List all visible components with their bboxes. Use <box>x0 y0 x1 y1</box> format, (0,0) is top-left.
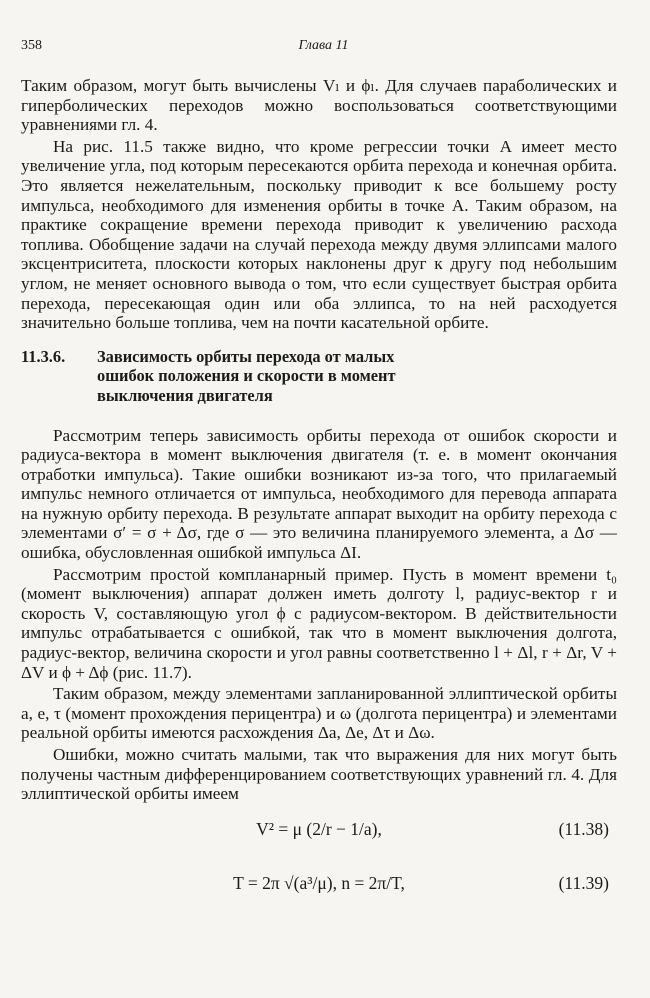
equation <box>21 866 617 906</box>
section-number: 11.3.6. <box>21 346 66 366</box>
running-header <box>21 38 626 60</box>
paragraph: Таким образом, между элементами запланированной эллиптической орбиты a, e, τ (момент прохождения перицентра) и ω (долгота перицентра) и элементами реальной орбиты имеются расхождения Δa, Δe, Δτ и Δω. <box>21 684 617 743</box>
chapter-title: Глава 11 <box>298 38 349 53</box>
section-title: Зависимость орбиты перехода от малых ошибок положения и скорости в момент выключения двигателя <box>97 346 396 405</box>
paragraph: Рассмотрим теперь зависимость орбиты перехода от ошибок скорости и радиуса-вектора в момент выключения двигателя (т. е. в момент окончания отработки импульса). Такие ошибки возникают из-за того, что прилагаемый импульс немного отличается от импульса, необходимого для перевода аппарата на нужную орбиту перехода. В результате аппарат выходит на орбиту перехода с элементами σ′ = σ + Δσ, где σ — это величина планируемого элемента, а Δσ — ошибка, обусловленная ошибкой импульса ΔI. <box>21 425 617 563</box>
page-body <box>21 76 617 906</box>
paragraph: На рис. 11.5 также видно, что кроме регрессии точки A имеет место увеличение угла, под которым пересекаются орбита перехода и конечная орбита. Это является нежелательным, поскольку приводит к все большему росту импульса, необходимого для изменения орбиты в точке A. Таким образом, на практике сокращение времени перехода приводит к увеличению расхода топлива. Обобщение задачи на случай перехода между двумя эллипсами малого эксцентриситета, плоскости которых наклонены друг к другу под небольшим углом, не меняет основного вывода о том, что если существует быстрая орбита перехода, пересекающая один или оба эллипса, то на ней расходуется значительно больше топлива, чем на почти касательной орбите. <box>21 136 617 333</box>
paragraph: Рассмотрим простой компланарный пример. Пусть в момент времени t₀ (момент выключения) аппарат должен иметь долготу l, радиус-вектор r и скорость V, составляющую угол ϕ с радиусом-вектором. В действительности импульс отрабатывается с ошибкой, так что в момент выключения долгота, радиус-вектор, величина скорости и угол равны соответственно l + Δl, r + Δr, V + ΔV и ϕ + Δϕ (рис. 11.7). <box>21 564 617 682</box>
paragraph: Ошибки, можно считать малыми, так что выражения для них могут быть получены частным дифференцированием соответствующих уравнений гл. 4. Для эллиптической орбиты имеем <box>21 745 617 804</box>
equation <box>21 812 617 852</box>
page-number: 358 <box>21 38 42 53</box>
equation-expression: V² = μ (2/r − 1/a), <box>256 818 382 839</box>
paragraph: Таким образом, могут быть вычислены Vₗ и ϕₗ. Для случаев параболических и гиперболических переходов можно воспользоваться соответствующими уравнениями гл. 4. <box>21 76 617 135</box>
equation-number: (11.39) <box>558 872 609 893</box>
section-heading <box>21 347 617 406</box>
equation-number: (11.38) <box>558 818 609 839</box>
equation-expression: T = 2π √(a³/μ), n = 2π/T, <box>233 872 405 893</box>
